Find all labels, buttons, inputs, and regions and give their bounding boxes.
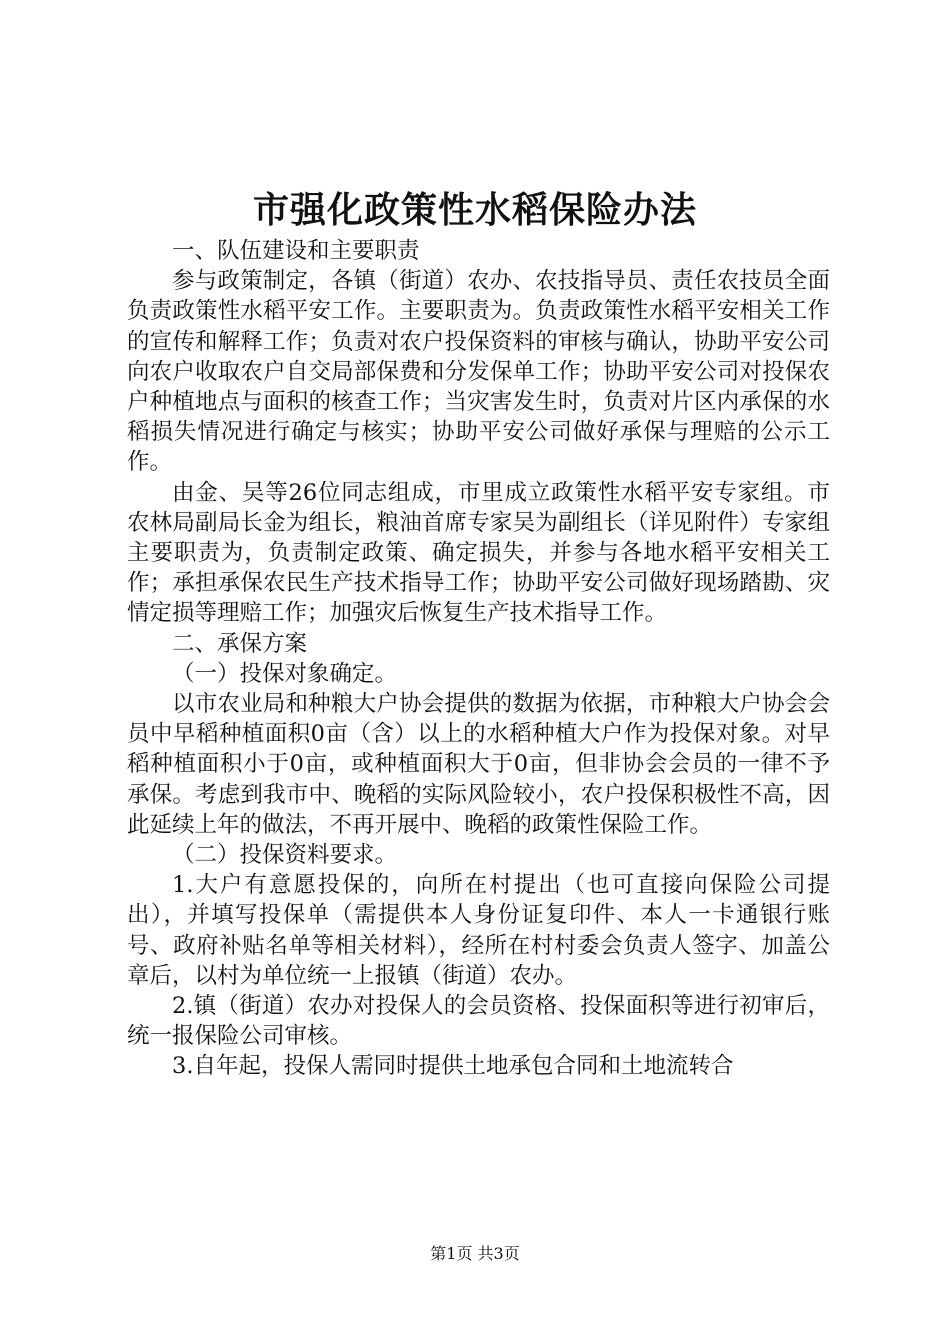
paragraph: 以市农业局和种粮大户协会提供的数据为依据，市种粮大户协会会员中早稻种植面积0亩（含）以上的水稻种植大户作为投保对象。对早稻种植面积小于0亩，或种植面积大于0亩，但非协会会员的一律不予承保。考虑到我市中、晚稻的实际风险较小，农户投保积极性不高，因此延续上年的做法，不再开展中、晚稻的政策性保险工作。 <box>127 691 830 838</box>
paragraph: 由金、吴等26位同志组成，市里成立政策性水稻平安专家组。市农林局副局长金为组长，粮油首席专家吴为副组长（详见附件）专家组主要职责为，负责制定政策、确定损失，并参与各地水稻平安相关工作；承担承保农民生产技术指导工作；协助平安公司做好现场踏勘、灾情定损等理赔工作；加强灾后恢复生产技术指导工作。 <box>127 479 830 627</box>
paragraph: 参与政策制定，各镇（街道）农办、农技指导员、责任农技员全面负责政策性水稻平安工作。主要职责为。负责政策性水稻平安相关工作的宣传和解释工作；负责对农户投保资料的审核与确认，协助平安公司向农户收取农户自交局部保费和分发保单工作；协助平安公司对投保农户种植地点与面积的核查工作；当灾害发生时，负责对片区内承保的水稻损失情况进行确定与核实；协助平安公司做好承保与理赔的公示工作。 <box>127 268 830 476</box>
list-item: 2.镇（街道）农办对投保人的会员资格、投保面积等进行初审后，统一报保险公司审核。 <box>127 993 830 1050</box>
page-footer: 第1页 共3页 <box>430 1244 520 1263</box>
subsection-heading-2: （二）投保资料要求。 <box>172 842 398 869</box>
subsection-heading-1: （一）投保对象确定。 <box>172 660 398 687</box>
section-heading-1: 一、队伍建设和主要职责 <box>172 238 420 264</box>
section-heading-2: 二、承保方案 <box>172 630 308 657</box>
document-body <box>127 236 830 1082</box>
list-item: 1.大户有意愿投保的，向所在村提出（也可直接向保险公司提出），并填写投保单（需提供本人身份证复印件、本人一卡通银行账号、政府补贴名单等相关材料），经所在村村委会负责人签字、加盖公章后，以村为单位统一上报镇（街道）农办。 <box>127 872 830 989</box>
document-title: 市强化政策性水稻保险办法 <box>252 189 697 231</box>
list-item: 3.自年起，投保人需同时提供土地承包合同和土地流转合 <box>172 1053 734 1080</box>
